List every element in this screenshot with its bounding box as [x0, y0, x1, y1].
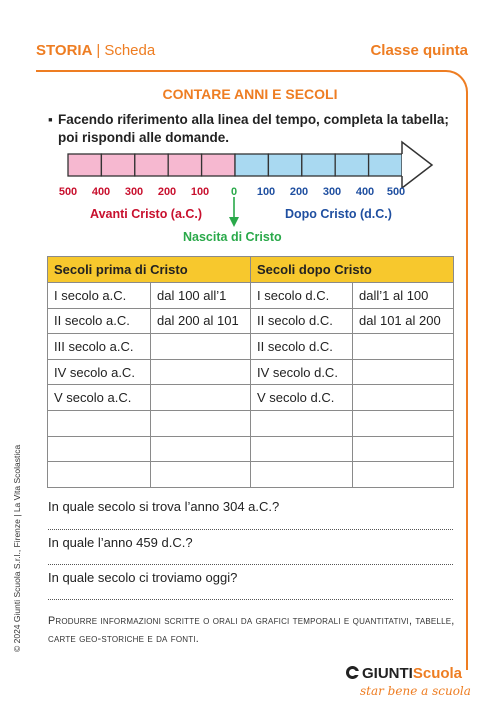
- table-row: [48, 359, 454, 385]
- giunti-g-icon: [346, 666, 359, 679]
- bc-range-cell[interactable]: [151, 410, 251, 436]
- learning-objective: Produrre informazioni scritte o orali da grafici temporali e quantitativi, tabelle, carte geo-storiche e da fonti.: [48, 615, 455, 645]
- timeline-bc-segments: [68, 154, 235, 176]
- timeline-ad-segments: [235, 154, 402, 176]
- header-ad: Secoli dopo Cristo: [251, 257, 454, 283]
- table-row: [48, 385, 454, 411]
- question-1: In quale secolo si trova l’anno 304 a.C.?: [48, 499, 280, 514]
- bc-range-cell[interactable]: [151, 359, 251, 385]
- tick-ad-200: 200: [289, 186, 309, 198]
- tick-zero: 0: [230, 186, 238, 198]
- ad-range-cell[interactable]: [353, 410, 454, 436]
- brand-name-a: GIUNTI: [362, 665, 413, 682]
- question-2: In quale l’anno 459 d.C.?: [48, 535, 193, 550]
- brand-name-b: Scuola: [412, 665, 463, 682]
- ad-range-cell[interactable]: [353, 385, 454, 411]
- table-row: [48, 283, 454, 309]
- header-separator: |: [96, 42, 101, 59]
- table-header-row: [48, 257, 454, 283]
- subject-label: STORIA: [36, 42, 93, 59]
- tick-ad-400: 400: [355, 186, 375, 198]
- class-label: Classe quinta: [370, 42, 468, 59]
- tick-bc-300: 300: [124, 186, 144, 198]
- birth-arrow-icon: [227, 197, 241, 229]
- bullet-icon: ▪: [48, 112, 53, 127]
- ad-century-cell: II secolo d.C.: [251, 308, 353, 334]
- ad-century-cell[interactable]: [251, 436, 353, 462]
- header-bc: Secoli prima di Cristo: [48, 257, 251, 283]
- tick-ad-500: 500: [386, 186, 406, 198]
- answer-line-3[interactable]: [48, 599, 453, 600]
- bc-range-cell[interactable]: [151, 385, 251, 411]
- bc-century-cell: V secolo a.C.: [48, 385, 151, 411]
- table-row: [48, 436, 454, 462]
- arrow-head-icon: [402, 142, 432, 188]
- copyright-notice: © 2024 Giunti Scuola S.r.l., Firenze | La Vita Scolastica: [12, 444, 22, 652]
- table-row: [48, 462, 454, 488]
- tick-bc-400: 400: [91, 186, 111, 198]
- bc-century-cell[interactable]: [48, 410, 151, 436]
- bc-label: Avanti Cristo (a.C.): [90, 207, 203, 221]
- tick-bc-500: 500: [58, 186, 78, 198]
- tick-ad-300: 300: [322, 186, 342, 198]
- ad-range-cell[interactable]: [353, 436, 454, 462]
- tick-ad-100: 100: [256, 186, 276, 198]
- brand-tagline: star bene a scuola: [360, 684, 471, 698]
- instruction-text: Facendo riferimento alla linea del tempo, completa la tabella; poi rispondi alle domande.: [58, 112, 449, 145]
- bc-range-cell[interactable]: [151, 334, 251, 360]
- tick-bc-200: 200: [157, 186, 177, 198]
- table-row: [48, 308, 454, 334]
- bc-century-cell: IV secolo a.C.: [48, 359, 151, 385]
- question-3: In quale secolo ci troviamo oggi?: [48, 570, 238, 585]
- ad-range-cell[interactable]: [353, 462, 454, 488]
- ad-range-cell[interactable]: dal 101 al 200: [353, 308, 454, 334]
- brand-logo: [346, 665, 462, 682]
- ad-century-cell: II secolo d.C.: [251, 334, 353, 360]
- bc-range-cell[interactable]: [151, 462, 251, 488]
- timeline-arrow: [60, 140, 440, 188]
- centuries-table: [47, 256, 454, 488]
- sheet-type-label: Scheda: [104, 42, 156, 59]
- table-row: [48, 334, 454, 360]
- bc-century-cell: I secolo a.C.: [48, 283, 151, 309]
- ad-century-cell: I secolo d.C.: [251, 283, 353, 309]
- ad-range-cell[interactable]: [353, 359, 454, 385]
- ad-label: Dopo Cristo (d.C.): [285, 207, 392, 221]
- answer-line-2[interactable]: [48, 564, 453, 565]
- ad-range-cell[interactable]: dall’1 al 100: [353, 283, 454, 309]
- answer-line-1[interactable]: [48, 529, 453, 530]
- header-subject: [36, 42, 155, 59]
- bc-range-cell[interactable]: [151, 436, 251, 462]
- bc-century-cell: II secolo a.C.: [48, 308, 151, 334]
- tick-bc-100: 100: [190, 186, 210, 198]
- bc-range-cell[interactable]: dal 100 all’1: [151, 283, 251, 309]
- bc-century-cell: III secolo a.C.: [48, 334, 151, 360]
- ad-century-cell: IV secolo d.C.: [251, 359, 353, 385]
- bc-century-cell[interactable]: [48, 436, 151, 462]
- page-title: CONTARE ANNI E SECOLI: [162, 86, 338, 102]
- table-row: [48, 410, 454, 436]
- bc-range-cell[interactable]: dal 200 al 101: [151, 308, 251, 334]
- ad-range-cell[interactable]: [353, 334, 454, 360]
- bc-century-cell[interactable]: [48, 462, 151, 488]
- birth-label: Nascita di Cristo: [183, 230, 282, 244]
- ad-century-cell: V secolo d.C.: [251, 385, 353, 411]
- ad-century-cell[interactable]: [251, 462, 353, 488]
- ad-century-cell[interactable]: [251, 410, 353, 436]
